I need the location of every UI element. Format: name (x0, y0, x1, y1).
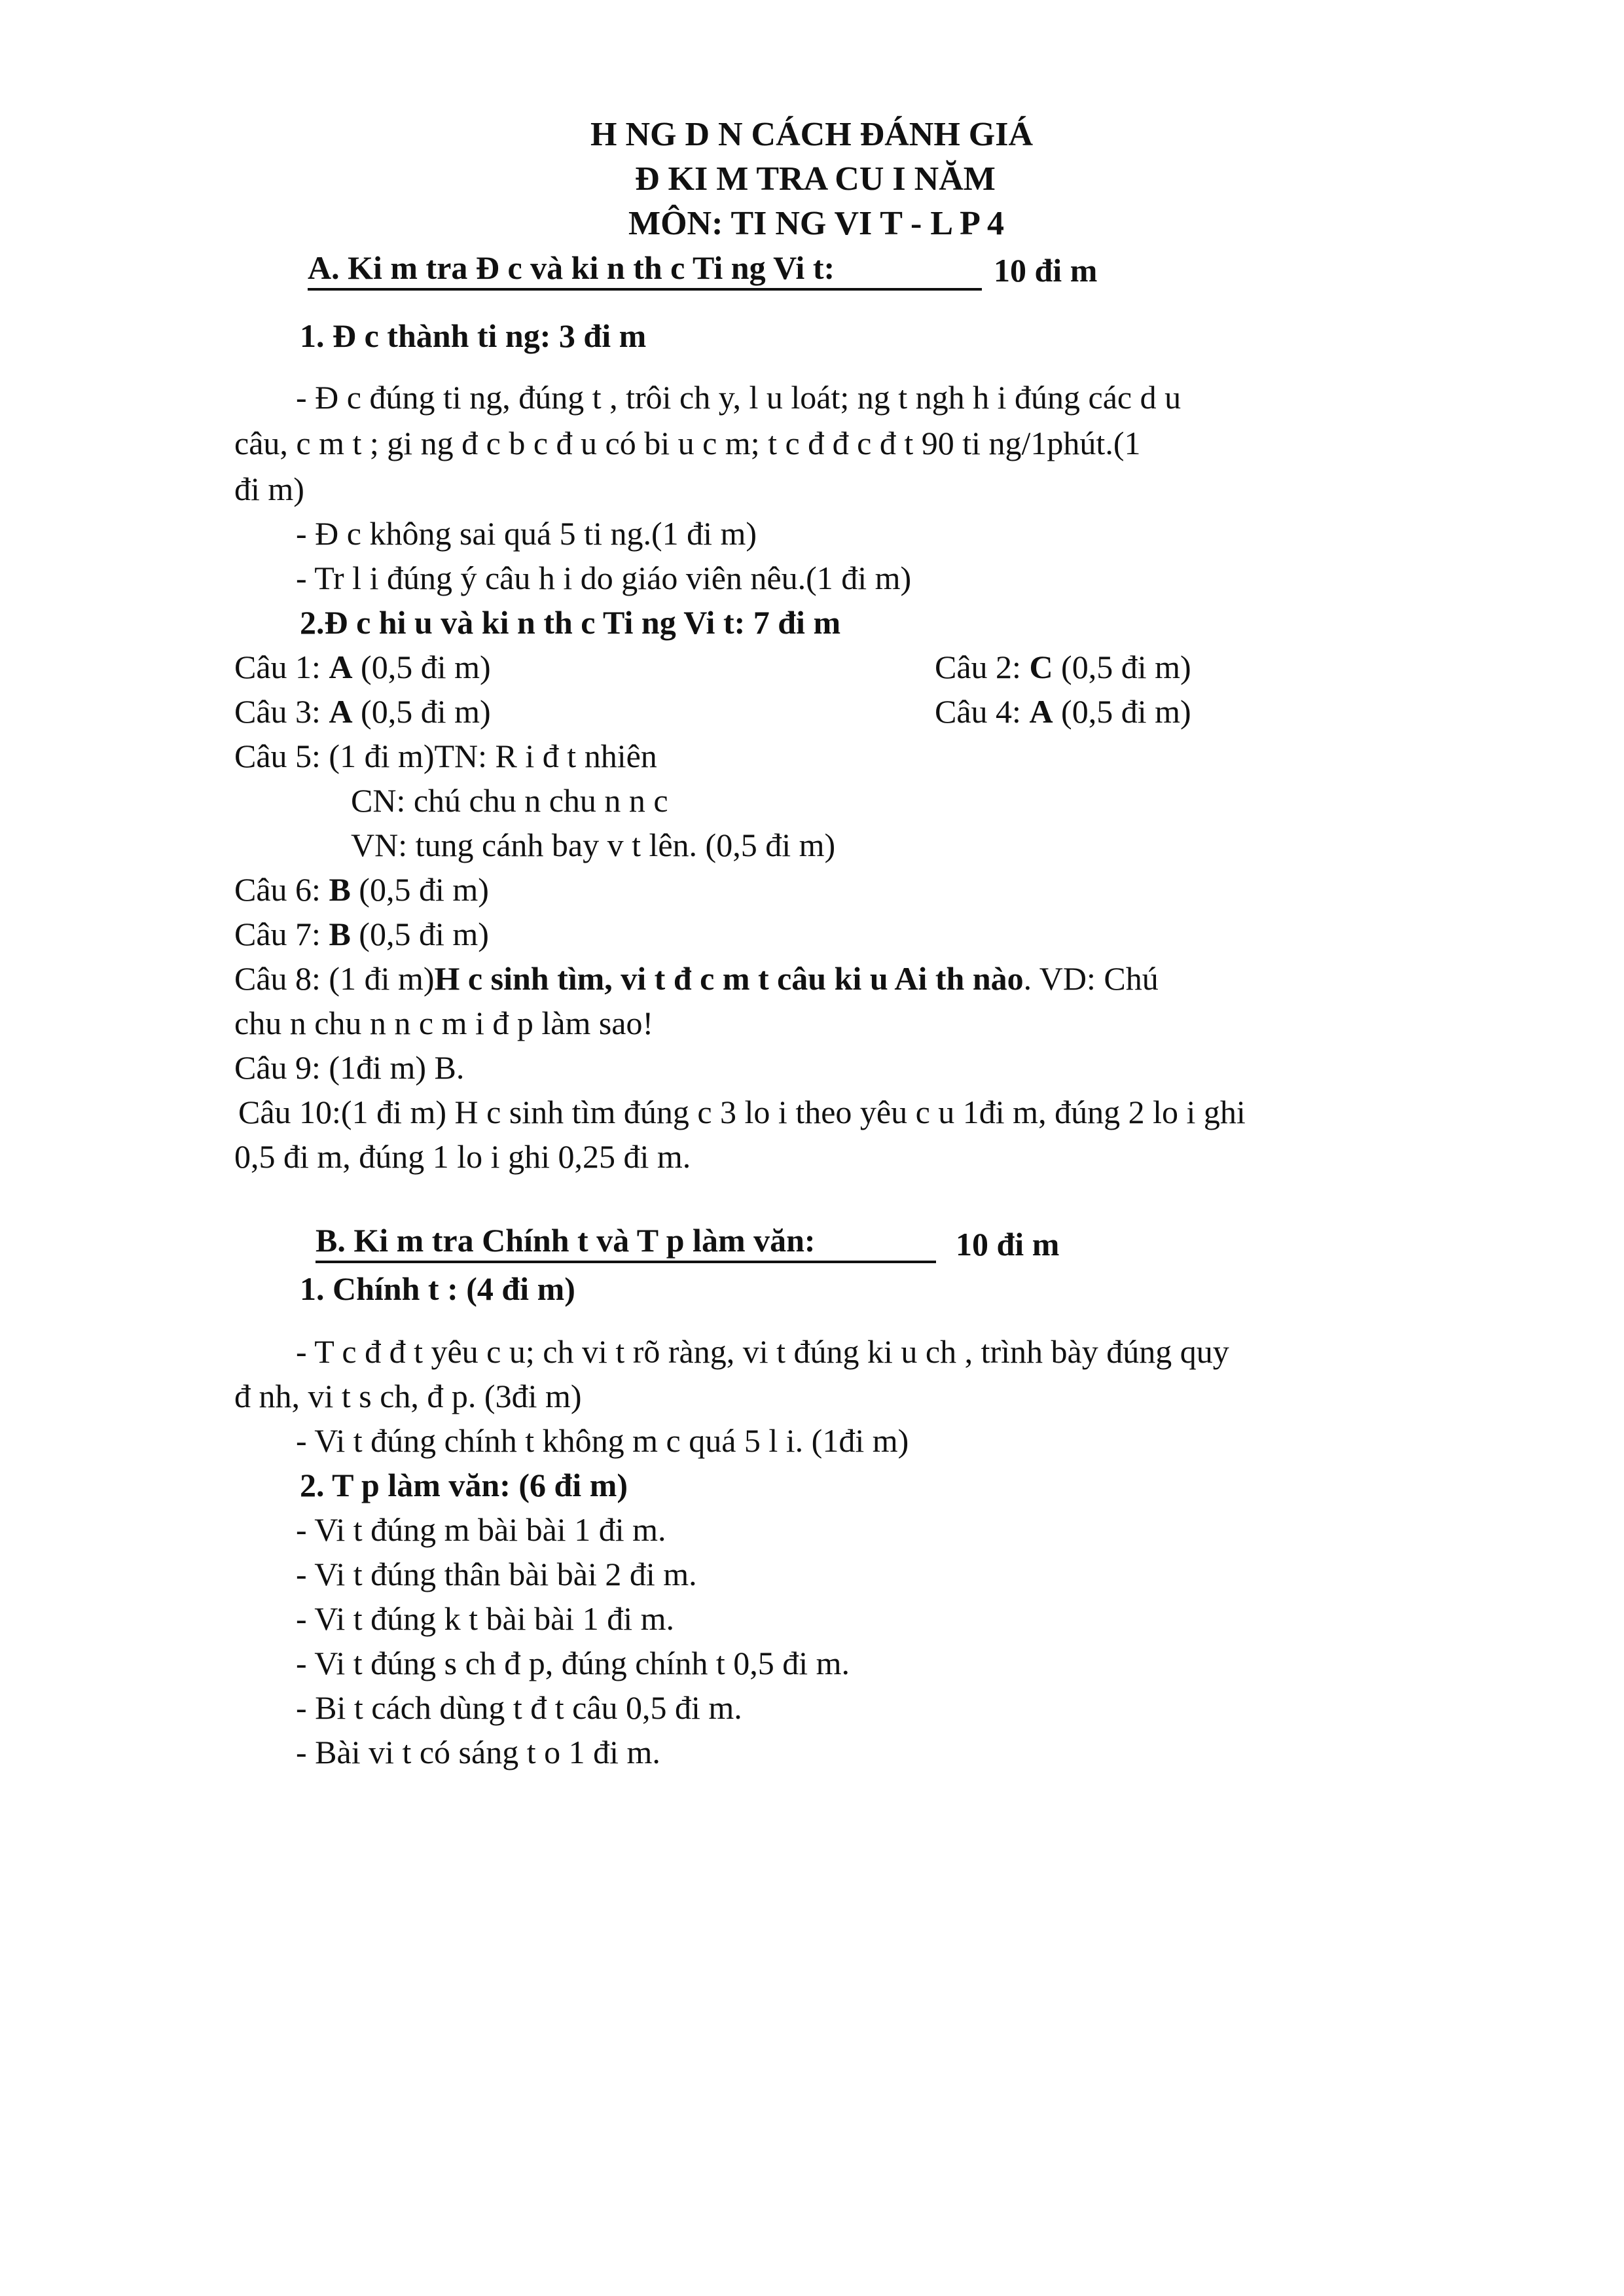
part-b2-item: - Bi t cách dùng t đ t câu 0,5 đi m. (296, 1689, 742, 1726)
question-4-label: Câu 4: (935, 693, 1021, 730)
question-8-line2: chu n chu n n c m i đ p làm sao! (234, 1005, 654, 1041)
part-b2-item: - Vi t đúng thân bài bài 2 đi m. (296, 1556, 697, 1592)
part-a1-para1-line2: câu, c m t ; gi ng đ c b c đ u có bi u c m; t c đ đ c đ t 90 ti ng/1phút.(1 (234, 425, 1141, 461)
question-8-suffix: . VD: Chú (1023, 960, 1159, 997)
section-b-heading: B. Ki m tra Chính t và T p làm văn: (316, 1222, 816, 1259)
question-6-answer: B (329, 871, 351, 908)
question-4-answer: A (1029, 693, 1053, 730)
part-b2-heading: 2. T p làm văn: (6 đi m) (300, 1467, 628, 1503)
question-3-answer: A (329, 693, 353, 730)
question-3 (234, 695, 491, 728)
question-4-points: (0,5 đi m) (1061, 693, 1191, 730)
question-7 (234, 918, 489, 950)
part-a2-heading: 2.Đ c hi u và ki n th c Ti ng Vi t: 7 đi m (300, 604, 841, 641)
part-a1-para2: - Đ c không sai quá 5 ti ng.(1 đi m) (296, 515, 757, 552)
question-3-points: (0,5 đi m) (361, 693, 491, 730)
part-b1-para1-line1: - T c đ đ t yêu c u; ch vi t rõ ràng, vi t đúng ki u ch , trình bày đúng quy (296, 1333, 1229, 1370)
question-10-line1: Câu 10:(1 đi m) H c sinh tìm đúng c 3 lo i theo yêu c u 1đi m, đúng 2 lo i ghi (238, 1094, 1246, 1130)
part-b2-item: - Vi t đúng m bài bài 1 đi m. (296, 1511, 666, 1548)
part-a1-para3: - Tr l i đúng ý câu h i do giáo viên nêu.(1 đi m) (296, 560, 912, 596)
doc-title-line-1: H NG D N CÁCH ĐÁNH GIÁ (590, 116, 1033, 153)
question-8-prefix: Câu 8: (1 đi m) (234, 960, 435, 997)
section-a-heading: A. Ki m tra Đ c và ki n th c Ti ng Vi t: (308, 249, 835, 286)
question-1-points: (0,5 đi m) (361, 649, 491, 685)
doc-title-line-2: Đ KI M TRA CU I NĂM (635, 160, 996, 198)
question-2-answer: C (1029, 649, 1053, 685)
part-b1-heading: 1. Chính t : (4 đi m) (300, 1270, 575, 1307)
question-10-line2: 0,5 đi m, đúng 1 lo i ghi 0,25 đi m. (234, 1138, 691, 1175)
question-3-label: Câu 3: (234, 693, 321, 730)
section-a-score: 10 đi m (994, 252, 1098, 289)
question-1-answer: A (329, 649, 353, 685)
question-6-points: (0,5 đi m) (359, 871, 489, 908)
question-4 (935, 695, 1191, 728)
part-b2-item: - Bài vi t có sáng t o 1 đi m. (296, 1734, 660, 1770)
question-5-line2: CN: chú chu n chu n n c (351, 782, 668, 819)
doc-title-line-3: MÔN: TI NG VI T - L P 4 (628, 205, 1005, 242)
part-b1-para2: - Vi t đúng chính t không m c quá 5 l i. (1đi m) (296, 1422, 909, 1459)
part-a1-heading-a: 1. Đ c thành ti (300, 317, 497, 354)
section-b-underline (316, 1261, 936, 1263)
part-b1-para1-line2: đ nh, vi t s ch, đ p. (3đi m) (234, 1378, 582, 1414)
part-b2-item: - Vi t đúng s ch đ p, đúng chính t 0,5 đi m. (296, 1645, 850, 1681)
part-a1-heading (300, 319, 646, 352)
question-1 (234, 651, 491, 683)
question-5-line1: Câu 5: (1 đi m)TN: R i đ t nhiên (234, 738, 657, 774)
question-2 (935, 651, 1191, 683)
question-2-points: (0,5 đi m) (1061, 649, 1191, 685)
question-6-label: Câu 6: (234, 871, 321, 908)
part-a1-para1-line3: đi m) (234, 471, 304, 507)
part-a1-heading-b: ng: 3 đi m (505, 317, 647, 354)
part-a1-para1-line1: - Đ c đúng ti ng, đúng t , trôi ch y, l u loát; ng t ngh h i đúng các d u (296, 379, 1182, 416)
question-6 (234, 873, 489, 906)
part-b2-item: - Vi t đúng k t bài bài 1 đi m. (296, 1600, 674, 1637)
question-7-label: Câu 7: (234, 916, 321, 952)
section-a-underline (308, 288, 982, 291)
question-7-answer: B (329, 916, 351, 952)
question-5-line3: VN: tung cánh bay v t lên. (0,5 đi m) (351, 827, 836, 863)
question-7-points: (0,5 đi m) (359, 916, 489, 952)
question-8-line1 (234, 962, 1159, 995)
question-1-label: Câu 1: (234, 649, 321, 685)
question-8-bold: H c sinh tìm, vi t đ c m t câu ki u Ai th nào (434, 960, 1024, 997)
question-9: Câu 9: (1đi m) B. (234, 1049, 465, 1086)
question-2-label: Câu 2: (935, 649, 1021, 685)
section-b-score: 10 đi m (956, 1226, 1060, 1263)
